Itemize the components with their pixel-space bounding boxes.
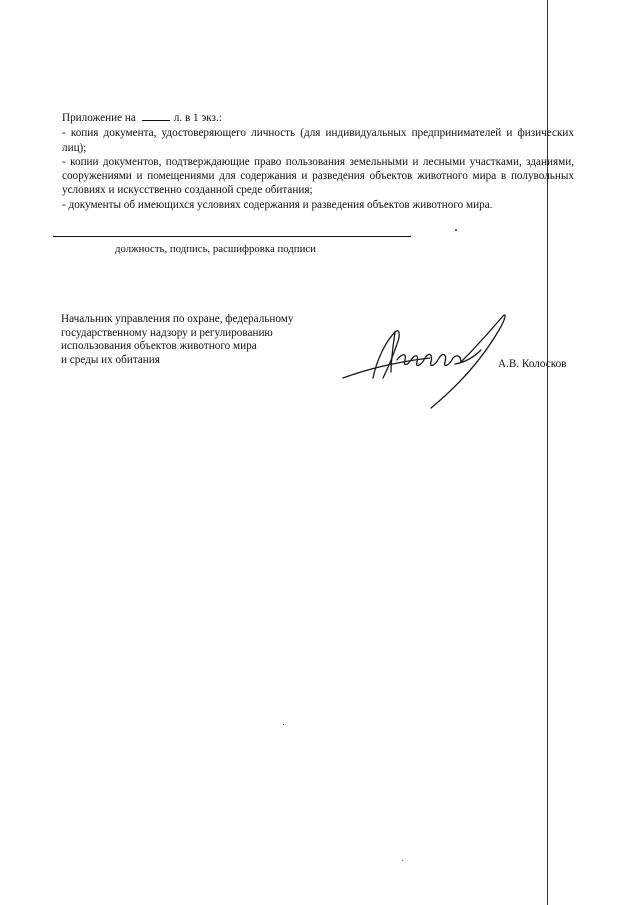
attachment-prefix: Приложение на <box>62 112 136 124</box>
official-position <box>61 313 351 367</box>
sheet-count-blank <box>142 111 170 121</box>
scan-speck <box>455 229 457 231</box>
position-line: государственному надзору и регулированию <box>61 326 273 339</box>
scan-speck <box>283 724 284 725</box>
attachment-item: - документы об имеющихся условиях содержания и разведения объектов животного мира. <box>62 198 493 211</box>
signature-caption: должность, подпись, расшифровка подписи <box>115 243 316 255</box>
position-line: и среды их обитания <box>61 353 160 366</box>
attachment-item: - копии документов, подтверждающие право пользования земельными и лесными участками, зданиями, сооружениями и помещениями для содержания и разведения объектов животного мира в полувольных условиях и искусственно созданной среде обитания; <box>62 155 574 197</box>
position-line: Начальник управления по охране, федеральному <box>61 313 294 325</box>
attachment-header <box>62 111 574 125</box>
signature-underline <box>53 236 411 237</box>
attachment-suffix: л. в 1 экз.: <box>173 112 222 124</box>
attachment-list <box>62 111 574 212</box>
attachment-item: - копия документа, удостоверяющего личность (для индивидуальных предпринимателей и физических лиц); <box>62 127 574 154</box>
signer-name: А.В. Колосков <box>498 358 567 370</box>
handwritten-signature <box>335 300 525 410</box>
position-line: использования объектов животного мира <box>61 340 257 352</box>
scan-speck <box>402 860 403 861</box>
